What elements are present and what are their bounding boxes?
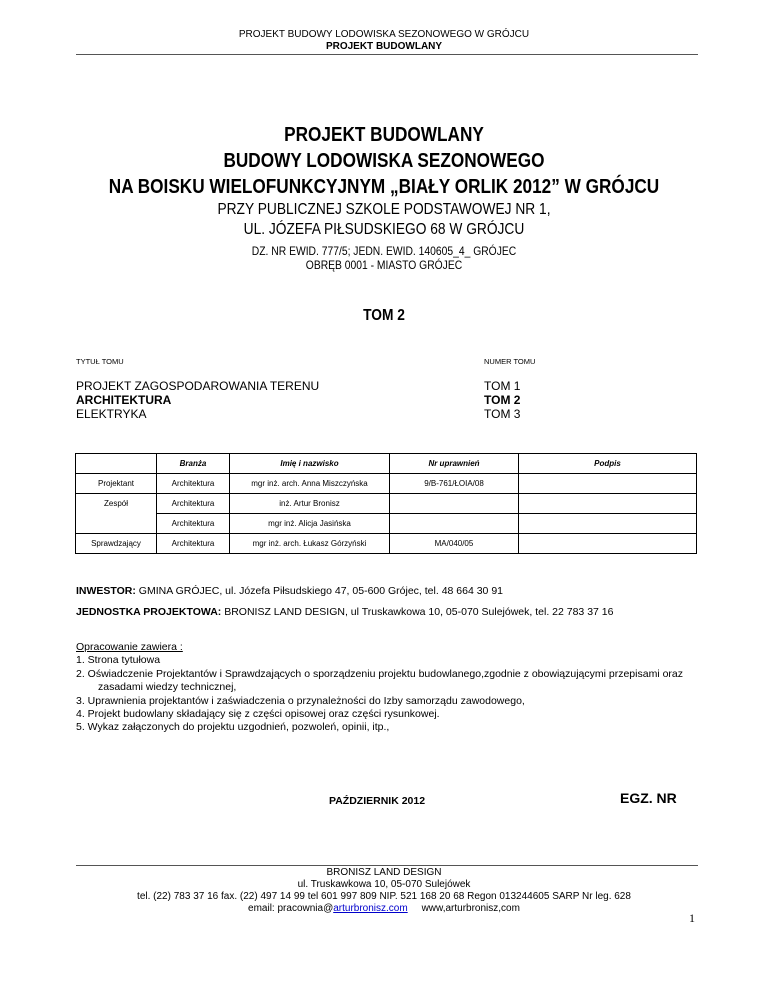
volume-title-item: ELEKTRYKA xyxy=(76,407,147,421)
volume-title-label: TYTUŁ TOMU xyxy=(76,357,124,366)
design-unit-line xyxy=(76,606,613,618)
table-cell: 9/B-761/ŁOIA/08 xyxy=(390,474,519,494)
issue-date: PAŹDZIERNIK 2012 xyxy=(329,795,426,807)
table-cell: MA/040/05 xyxy=(390,534,519,554)
table-header-cell: Imię i nazwisko xyxy=(230,454,390,474)
contents-item: 1. Strona tytułowa xyxy=(76,654,161,667)
footer-company: BRONISZ LAND DESIGN xyxy=(326,867,442,878)
table-cell: inż. Artur Bronisz xyxy=(230,494,390,514)
table-row xyxy=(76,514,697,534)
volume-number-item: TOM 2 xyxy=(484,393,521,407)
table-cell xyxy=(519,474,697,494)
table-cell xyxy=(519,494,697,514)
contents-item: 5. Wykaz załączonych do projektu uzgodnień, pozwoleń, opinii, itp., xyxy=(76,721,390,734)
header-divider xyxy=(76,54,698,55)
table-cell: Architektura xyxy=(157,514,230,534)
table-cell: mgr inż. arch. Anna Miszczyńska xyxy=(230,474,390,494)
table-cell: Projektant xyxy=(76,474,157,494)
running-header-subtitle: PROJEKT BUDOWLANY xyxy=(325,41,443,52)
plot-info: DZ. NR EWID. 777/5; JEDN. EWID. 140605_4_ GRÓJEC xyxy=(251,244,517,258)
volume-number-item: TOM 3 xyxy=(484,407,521,421)
volume-number-list xyxy=(484,379,520,421)
footer-website: www,arturbronisz,com xyxy=(407,903,520,914)
precinct-info: OBRĘB 0001 - MIASTO GRÓJEC xyxy=(305,258,463,272)
footer-address: ul. Truskawkowa 10, 05-070 Sulejówek xyxy=(297,879,471,890)
volume-title-item: ARCHITEKTURA xyxy=(76,393,172,407)
table-header-cell: Podpis xyxy=(519,454,697,474)
investor-line xyxy=(76,585,503,597)
title-line-4: PRZY PUBLICZNEJ SZKOLE PODSTAWOWEJ NR 1, xyxy=(217,201,551,218)
design-unit-label: JEDNOSTKA PROJEKTOWA: xyxy=(76,606,222,618)
table-cell xyxy=(390,494,519,514)
design-unit-text: BRONISZ LAND DESIGN, ul Truskawkowa 10, 05-070 Sulejówek, tel. 22 783 37 16 xyxy=(221,606,614,618)
footer-email-line xyxy=(0,903,768,915)
investor-label: INWESTOR: xyxy=(76,585,136,597)
investor-text: GMINA GRÓJEC, ul. Józefa Piłsudskiego 47, 05-600 Grójec, tel. 48 664 30 91 xyxy=(135,585,503,597)
table-header-cell xyxy=(76,454,157,474)
table-cell xyxy=(76,514,157,534)
table-cell: Architektura xyxy=(157,474,230,494)
volume-title-item: PROJEKT ZAGOSPODAROWANIA TERENU xyxy=(76,379,320,393)
title-line-1: PROJEKT BUDOWLANY xyxy=(284,124,484,146)
table-cell: mgr inż. Alicja Jasińska xyxy=(230,514,390,534)
footer-divider xyxy=(76,865,698,866)
contents-item: zasadami wiedzy technicznej, xyxy=(98,681,237,694)
table-row xyxy=(76,494,697,514)
running-header-title: PROJEKT BUDOWY LODOWISKA SEZONOWEGO W GRÓJCU xyxy=(238,29,530,40)
table-cell: Architektura xyxy=(157,494,230,514)
table-header-cell: Nr uprawnień xyxy=(390,454,519,474)
table-cell: Architektura xyxy=(157,534,230,554)
contents-item: 2. Oświadczenie Projektantów i Sprawdzających o sporządzeniu projektu budowlanego,zgodnie z obowiązującymi przepisami oraz xyxy=(76,667,683,680)
table-row xyxy=(76,474,697,494)
table-cell: Zespół xyxy=(76,494,157,514)
table-cell xyxy=(519,514,697,534)
table-header-row xyxy=(76,454,697,474)
contents-item: 4. Projekt budowlany składający się z części opisowej oraz części rysunkowej. xyxy=(76,708,440,721)
table-cell: mgr inż. arch. Łukasz Górzyński xyxy=(230,534,390,554)
footer-email-prefix: email: pracownia@ xyxy=(248,903,334,914)
title-line-3: NA BOISKU WIELOFUNKCYJNYM „BIAŁY ORLIK 2012” W GRÓJCU xyxy=(108,176,660,198)
volume-title: TOM 2 xyxy=(363,307,405,324)
table-header-cell: Branża xyxy=(157,454,230,474)
footer-contacts: tel. (22) 783 37 16 fax. (22) 497 14 99 tel 601 997 809 NIP. 521 168 20 68 Regon 013244605 SARP Nr leg. 628 xyxy=(137,891,631,902)
contents-heading: Opracowanie zawiera : xyxy=(76,641,183,653)
copy-number: EGZ. NR xyxy=(620,790,677,806)
contents-section xyxy=(76,641,716,735)
table-cell: Sprawdzający xyxy=(76,534,157,554)
page-number: 1 xyxy=(689,911,695,925)
table-cell xyxy=(519,534,697,554)
table-cell xyxy=(390,514,519,534)
footer-email-link[interactable]: arturbronisz.com xyxy=(333,903,408,914)
contents-item: 3. Uprawnienia projektantów i zaświadczenia o przynależności do Izby samorządu zawodowego, xyxy=(76,694,525,707)
staff-table xyxy=(75,453,697,554)
title-line-2: BUDOWY LODOWISKA SEZONOWEGO xyxy=(223,150,545,172)
volume-number-label: NUMER TOMU xyxy=(484,357,536,366)
table-row xyxy=(76,534,697,554)
volume-number-item: TOM 1 xyxy=(484,379,521,393)
volume-title-list xyxy=(76,379,319,421)
title-line-5: UL. JÓZEFA PIŁSUDSKIEGO 68 W GRÓJCU xyxy=(243,221,525,238)
